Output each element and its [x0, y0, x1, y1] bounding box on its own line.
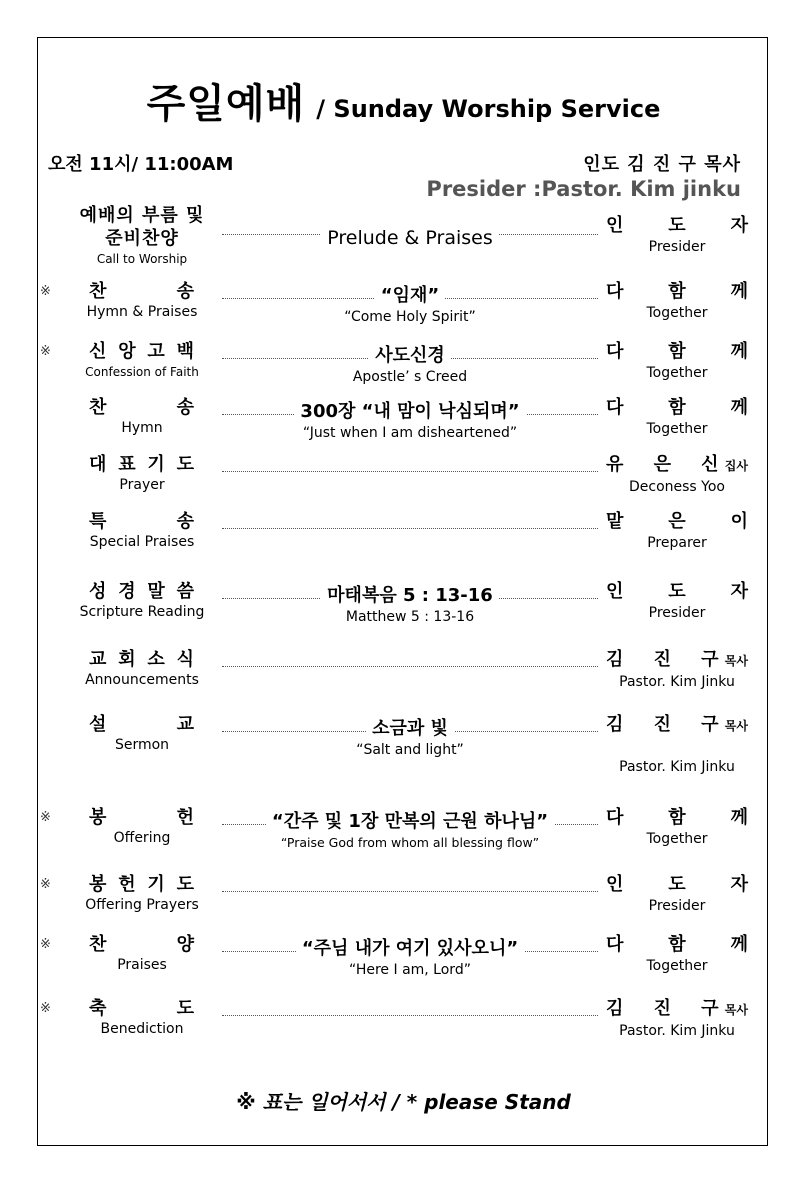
- item-leader-char: 도: [668, 581, 686, 602]
- item-title-korean: [62, 453, 222, 476]
- stand-marker: ※: [40, 284, 51, 299]
- item-leader-title: 목사: [724, 719, 748, 733]
- item-leader-korean: [606, 453, 748, 478]
- item-title-char: 도: [176, 874, 195, 895]
- item-title-korean: [62, 648, 222, 671]
- item-title-korean-1: 예배의 부름 및: [79, 205, 205, 226]
- item-title-char: 도: [176, 998, 195, 1019]
- item-leader-english: Pastor. Kim Jinku: [619, 759, 735, 775]
- item-title-char: 찬: [89, 281, 108, 302]
- item-leader: [606, 214, 748, 256]
- item-leader-korean: [606, 280, 748, 304]
- item-leader-char: 김: [606, 714, 624, 735]
- item-leader-char: 도: [668, 215, 686, 236]
- item-title-english: Call to Worship: [96, 252, 188, 266]
- item-title-korean: [62, 580, 222, 603]
- item-content-english: Apostle’ s Creed: [352, 369, 468, 385]
- item-title-char: 찬: [89, 397, 108, 418]
- item-leader-korean: [606, 648, 748, 673]
- item-title-char: 봉: [89, 807, 108, 828]
- item-leader-korean: [606, 340, 748, 364]
- service-item: [0, 806, 807, 866]
- item-title-char: 기: [147, 874, 166, 895]
- item-leader-char: 구: [701, 998, 719, 1019]
- item-leader-char: 이: [730, 511, 748, 532]
- item-leader-korean: [606, 933, 748, 957]
- item-title-char: 찬: [89, 934, 108, 955]
- item-leader: [606, 580, 748, 622]
- item-title-korean: [62, 933, 222, 956]
- item-leader-char: 진: [653, 714, 671, 735]
- item-leader: [606, 997, 748, 1040]
- item-title: [62, 806, 222, 847]
- item-title-english: Scripture Reading: [79, 604, 205, 620]
- item-leader-english: Presider: [648, 605, 706, 621]
- item-title-korean: [62, 510, 222, 533]
- item-content: [222, 400, 598, 442]
- item-title-char: 대: [89, 454, 108, 475]
- item-title-char: 교: [89, 649, 108, 670]
- item-leader-char: 인: [606, 215, 624, 236]
- item-leader-english: Pastor. Kim Jinku: [619, 674, 735, 690]
- item-leader: [606, 713, 748, 776]
- item-leader-korean: [606, 396, 748, 420]
- item-title-english: Benediction: [100, 1021, 184, 1037]
- item-leader-korean: [606, 997, 748, 1022]
- item-title-char: 특: [89, 511, 108, 532]
- item-content-korean: “간주 및 1장 만복의 근원 하나님”: [266, 811, 554, 832]
- item-title-english: Hymn: [121, 420, 163, 436]
- item-leader-english: Together: [646, 958, 708, 974]
- item-title-char: 앙: [118, 341, 137, 362]
- service-time: 오전 11시/ 11:00AM: [48, 154, 234, 175]
- item-leader-english: Together: [646, 421, 708, 437]
- presider-korean: 인도 김 진 구 목사: [583, 154, 741, 175]
- item-title: [62, 453, 222, 494]
- item-title-korean: [62, 873, 222, 896]
- item-title-char: 신: [89, 341, 108, 362]
- item-leader-char: 함: [668, 934, 686, 955]
- item-leader-char: 함: [668, 807, 686, 828]
- item-title-char: 기: [147, 454, 166, 475]
- item-content-korean: 300장 “내 맘이 낙심되며”: [294, 401, 525, 422]
- item-leader: [606, 453, 748, 496]
- title-english: / Sunday Worship Service: [316, 95, 661, 123]
- item-title-korean: [62, 280, 222, 303]
- item-title-char: 헌: [176, 807, 195, 828]
- item-content-english: Matthew 5 : 13-16: [345, 609, 475, 625]
- item-title-char: 축: [89, 998, 108, 1019]
- service-item: [0, 510, 807, 570]
- item-title-char: 교: [176, 714, 195, 735]
- item-title-english: Praises: [117, 957, 167, 973]
- item-leader-korean: [606, 580, 748, 604]
- item-title-english: Hymn & Praises: [86, 304, 198, 320]
- item-leader-char: 진: [653, 998, 671, 1019]
- item-title-korean: [62, 997, 222, 1020]
- stand-marker: ※: [40, 937, 51, 952]
- item-title-char: 송: [176, 281, 195, 302]
- item-title-char: 소: [147, 649, 166, 670]
- item-leader-char: 다: [606, 341, 624, 362]
- item-title-korean: [62, 713, 222, 736]
- service-item: [0, 453, 807, 513]
- item-leader-char: 유: [606, 454, 624, 475]
- item-leader: [606, 396, 748, 438]
- item-leader-english: Pastor. Kim Jinku: [619, 1023, 735, 1039]
- item-title-char: 표: [118, 454, 137, 475]
- item-leader-char: 김: [606, 998, 624, 1019]
- item-content-english: “Here I am, Lord”: [349, 962, 471, 978]
- item-leader: [606, 806, 748, 848]
- item-leader-char: 진: [653, 649, 671, 670]
- item-title: [62, 713, 222, 754]
- item-leader-char: 께: [730, 807, 748, 828]
- item-leader-korean: [606, 806, 748, 830]
- item-title-char: 씀: [176, 581, 195, 602]
- item-leader-english: Together: [646, 365, 708, 381]
- item-title-char: 송: [176, 511, 195, 532]
- item-title-english: Sermon: [114, 737, 170, 753]
- service-item: [0, 873, 807, 933]
- item-leader-korean: [606, 510, 748, 534]
- item-content: [222, 226, 598, 250]
- item-title-char: 회: [118, 649, 137, 670]
- service-item: [0, 713, 807, 773]
- item-leader: [606, 648, 748, 691]
- item-leader-char: 께: [730, 281, 748, 302]
- item-title-char: 양: [176, 934, 195, 955]
- item-title-char: 식: [176, 649, 195, 670]
- service-item: [0, 396, 807, 456]
- item-title-char: 고: [147, 341, 166, 362]
- item-content-english: “Come Holy Spirit”: [344, 309, 476, 325]
- item-leader-english: Preparer: [647, 535, 707, 551]
- item-title-char: 설: [89, 714, 108, 735]
- item-leader-english: Deconess Yoo: [628, 479, 725, 495]
- item-leader-char: 구: [701, 649, 719, 670]
- item-leader-char: 자: [730, 874, 748, 895]
- item-title-english: Prayer: [119, 477, 165, 493]
- item-content: [222, 284, 598, 326]
- item-title-char: 백: [176, 341, 195, 362]
- item-leader-char: 함: [668, 341, 686, 362]
- item-leader-title: 목사: [724, 1003, 748, 1017]
- stand-note: ※ 표는 일어서서 / * please Stand: [236, 1090, 571, 1114]
- item-leader-char: 은: [653, 454, 671, 475]
- item-leader: [606, 280, 748, 322]
- service-item: [0, 997, 807, 1057]
- item-leader-char: 다: [606, 397, 624, 418]
- stand-marker: ※: [40, 344, 51, 359]
- item-leader-char: 신: [701, 454, 719, 475]
- item-leader-english: Together: [646, 831, 708, 847]
- item-title: [62, 280, 222, 321]
- item-leader: [606, 873, 748, 915]
- item-leader-korean: [606, 214, 748, 238]
- title-korean: 주일예배: [146, 81, 306, 127]
- stand-marker: ※: [40, 1001, 51, 1016]
- stand-marker: ※: [40, 810, 51, 825]
- item-content-korean: 마태복음 5 : 13-16: [321, 585, 499, 606]
- item-title-char: 송: [176, 397, 195, 418]
- item-leader-char: 함: [668, 281, 686, 302]
- item-leader: [606, 340, 748, 382]
- stand-marker: ※: [40, 877, 51, 892]
- item-leader-char: 인: [606, 581, 624, 602]
- item-title: [62, 510, 222, 551]
- item-content-english: “Praise God from whom all blessing flow”: [280, 835, 540, 850]
- item-content-korean: “임재”: [375, 285, 445, 306]
- item-leader-char: 도: [668, 874, 686, 895]
- item-content-korean: “주님 내가 여기 있사오니”: [296, 938, 524, 959]
- item-content-korean: Prelude & Praises: [321, 227, 499, 249]
- item-title-char: 경: [118, 581, 137, 602]
- item-leader-char: 다: [606, 934, 624, 955]
- item-leader-title: 집사: [724, 459, 748, 473]
- item-title: [62, 873, 222, 914]
- item-leader-char: 맡: [606, 511, 624, 532]
- service-item: [0, 580, 807, 640]
- item-content: [222, 584, 598, 626]
- item-leader-english: Presider: [648, 898, 706, 914]
- item-title-english: Confession of Faith: [85, 365, 199, 379]
- item-content-korean: 소금과 빛: [366, 718, 454, 739]
- service-item: [0, 648, 807, 708]
- item-leader-korean: [606, 713, 748, 738]
- item-title-char: 헌: [118, 874, 137, 895]
- item-content-korean: 사도신경: [369, 345, 451, 366]
- item-title-english: Announcements: [85, 672, 199, 688]
- item-leader-char: 다: [606, 281, 624, 302]
- item-leader: [606, 510, 748, 552]
- item-leader-title: 목사: [724, 654, 748, 668]
- item-leader-char: 자: [730, 581, 748, 602]
- item-title: [62, 648, 222, 689]
- item-title-char: 말: [147, 581, 166, 602]
- item-title: [62, 340, 222, 381]
- item-leader-char: 께: [730, 934, 748, 955]
- item-leader-char: 구: [701, 714, 719, 735]
- item-leader-char: 자: [730, 215, 748, 236]
- dotted-leader: [222, 471, 598, 472]
- item-content: [222, 344, 598, 386]
- item-content: [222, 717, 598, 759]
- item-content-english: “Just when I am disheartened”: [302, 425, 518, 441]
- item-title-char: 봉: [89, 874, 108, 895]
- dotted-leader: [222, 666, 598, 667]
- service-item: [0, 340, 807, 400]
- presider-english: Presider :Pastor. Kim jinku: [426, 177, 741, 201]
- item-title: [62, 933, 222, 974]
- item-leader-char: 김: [606, 649, 624, 670]
- item-leader-char: 께: [730, 397, 748, 418]
- item-title-korean: [62, 340, 222, 363]
- item-content-english: “Salt and light”: [356, 742, 464, 758]
- service-item: [0, 280, 807, 340]
- service-item: [0, 933, 807, 993]
- item-title-english: Offering Prayers: [85, 897, 199, 913]
- dotted-leader: [222, 891, 598, 892]
- page-title: [0, 72, 807, 129]
- dotted-leader: [222, 528, 598, 529]
- item-content: [222, 810, 598, 852]
- item-title: [62, 396, 222, 437]
- dotted-leader: [222, 1015, 598, 1016]
- item-leader-char: 인: [606, 874, 624, 895]
- item-title-korean-2: 준비찬양: [105, 228, 179, 249]
- item-leader-char: 께: [730, 341, 748, 362]
- item-title: [62, 580, 222, 621]
- item-content: [222, 937, 598, 979]
- item-title-char: 성: [89, 581, 108, 602]
- item-title: [62, 997, 222, 1038]
- item-leader-char: 은: [668, 511, 686, 532]
- item-title: [62, 204, 222, 268]
- service-item: [0, 204, 807, 264]
- item-title-korean: [62, 806, 222, 829]
- item-title-char: 도: [176, 454, 195, 475]
- item-title-korean: [62, 396, 222, 419]
- item-title-english: Special Praises: [89, 534, 195, 550]
- item-leader: [606, 933, 748, 975]
- item-leader-english: Presider: [648, 239, 706, 255]
- item-leader-english: Together: [646, 305, 708, 321]
- item-leader-korean: [606, 873, 748, 897]
- item-leader-char: 함: [668, 397, 686, 418]
- item-leader-char: 다: [606, 807, 624, 828]
- item-title-english: Offering: [113, 830, 171, 846]
